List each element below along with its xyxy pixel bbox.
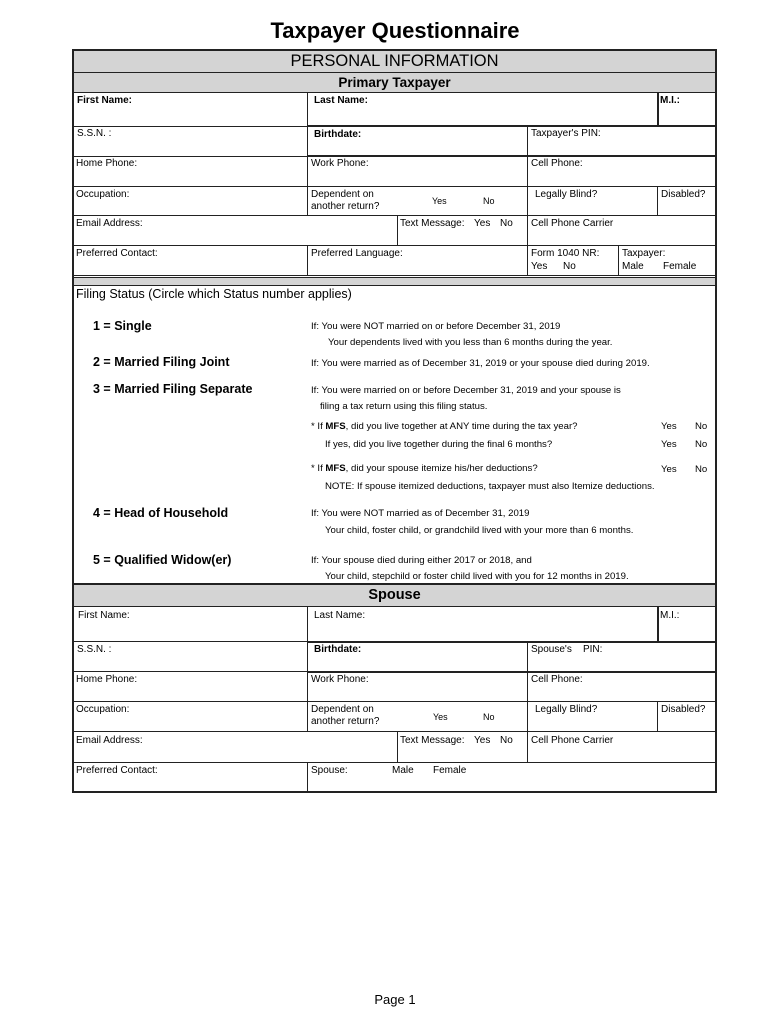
spouse-first-name-label: First Name:: [78, 610, 130, 621]
spouse-dependent-no-option[interactable]: No: [483, 712, 495, 722]
divider: [74, 215, 715, 216]
spouse-disabled-label: Disabled?: [661, 704, 706, 715]
q3-no-option[interactable]: No: [695, 464, 708, 475]
spouse-female-option[interactable]: Female: [433, 765, 467, 776]
spouse-ssn-label: S.S.N. :: [77, 644, 112, 655]
spouse-dependent-yes-option[interactable]: Yes: [433, 712, 448, 722]
filing-status-heading: Filing Status (Circle which Status number applies): [76, 287, 352, 301]
preferred-language-label: Preferred Language:: [311, 248, 403, 259]
divider: [74, 126, 307, 127]
taxpayer-gender-label: Taxpayer:: [622, 248, 666, 259]
spouse-gender-label: Spouse:: [311, 765, 348, 776]
divider: [74, 762, 715, 763]
mfs-itemize-question: * If MFS, did your spouse itemize his/her deductions?: [311, 463, 538, 474]
divider: [527, 641, 528, 762]
q1-no-option[interactable]: No: [695, 421, 708, 432]
spouse-legally-blind-label: Legally Blind?: [535, 704, 598, 715]
divider: [307, 671, 715, 673]
divider: [307, 155, 715, 157]
spouse-occupation-label: Occupation:: [76, 704, 130, 715]
divider: [74, 92, 715, 93]
mfs-final-months-question: If yes, did you live together during the final 6 months?: [325, 439, 553, 450]
divider: [74, 186, 715, 187]
dependent-yes-option[interactable]: Yes: [432, 196, 447, 206]
page-title: Taxpayer Questionnaire: [270, 18, 520, 43]
divider: [618, 245, 619, 275]
dependent-no-option[interactable]: No: [483, 196, 495, 206]
status-single[interactable]: 1 = Single: [93, 319, 152, 333]
divider: [657, 92, 659, 125]
mfs-live-together-question: * If MFS, did you live together at ANY time during the tax year?: [311, 421, 578, 432]
spouse-email-address-label: Email Address:: [76, 735, 143, 746]
spouse-dependent-label-line2: another return?: [311, 716, 380, 727]
divider: [74, 731, 715, 732]
q2-no-option[interactable]: No: [695, 439, 708, 450]
divider: [397, 731, 398, 762]
spouse-male-option[interactable]: Male: [392, 765, 414, 776]
spouse-preferred-contact-label: Preferred Contact:: [76, 765, 158, 776]
spouse-cell-phone-label: Cell Phone:: [531, 674, 583, 685]
first-name-label: First Name:: [77, 95, 133, 106]
status-hoh-condition: If: You were NOT married as of December 31, 2019: [311, 508, 530, 519]
divider: [307, 92, 308, 215]
divider: [527, 126, 528, 275]
last-name-label: Last Name:: [314, 95, 368, 106]
disabled-label: Disabled?: [661, 189, 706, 200]
form-1040nr-label: Form 1040 NR:: [531, 248, 600, 259]
divider: [74, 606, 715, 607]
page-number: Page 1: [374, 992, 416, 1007]
form-1040nr-yes-option[interactable]: Yes: [531, 261, 548, 272]
divider: [74, 156, 307, 157]
divider: [657, 701, 658, 731]
text-message-no-option[interactable]: No: [500, 218, 513, 229]
personal-information-header: PERSONAL INFORMATION: [74, 51, 715, 72]
status-qw-condition: If: Your spouse died during either 2017 or 2018, and: [311, 555, 532, 566]
occupation-label: Occupation:: [76, 189, 130, 200]
divider: [307, 641, 715, 643]
status-single-condition: If: You were NOT married on or before December 31, 2019: [311, 321, 561, 332]
birthdate-label: Birthdate:: [314, 129, 362, 140]
divider: [307, 762, 308, 791]
spouse-cell-phone-carrier-label: Cell Phone Carrier: [531, 735, 614, 746]
spouse-mi-label: M.I.:: [660, 610, 680, 621]
status-head-of-household[interactable]: 4 = Head of Household: [93, 506, 229, 520]
spouse-work-phone-label: Work Phone:: [311, 674, 369, 685]
dependent-label-line1: Dependent on: [311, 189, 374, 200]
text-message-label: Text Message:: [400, 218, 465, 229]
q1-yes-option[interactable]: Yes: [661, 421, 677, 432]
spouse-pin-label: Spouse's PIN:: [531, 644, 603, 655]
spouse-birthdate-label: Birthdate:: [314, 644, 362, 655]
status-mfj-condition: If: You were married as of December 31, 2019 or your spouse died during 2019.: [311, 358, 650, 369]
divider: [74, 671, 307, 672]
taxpayer-female-option[interactable]: Female: [663, 261, 697, 272]
primary-taxpayer-header: Primary Taxpayer: [74, 73, 715, 92]
cell-phone-label: Cell Phone:: [531, 158, 583, 169]
status-hoh-condition: Your child, foster child, or grandchild lived with your more than 6 months.: [325, 525, 634, 536]
q2-yes-option[interactable]: Yes: [661, 439, 677, 450]
status-mfs-condition: filing a tax return using this filing status.: [320, 401, 488, 412]
legally-blind-label: Legally Blind?: [535, 189, 598, 200]
form-1040nr-no-option[interactable]: No: [563, 261, 576, 272]
spouse-text-message-label: Text Message:: [400, 735, 465, 746]
preferred-contact-label: Preferred Contact:: [76, 248, 158, 259]
q3-yes-option[interactable]: Yes: [661, 464, 677, 475]
divider: [74, 701, 715, 702]
taxpayer-pin-label: Taxpayer's PIN:: [531, 128, 601, 139]
spouse-last-name-label: Last Name:: [314, 610, 366, 621]
spouse-header: Spouse: [74, 585, 715, 606]
status-married-filing-joint[interactable]: 2 = Married Filing Joint: [93, 355, 230, 369]
spouse-text-message-yes-option[interactable]: Yes: [474, 735, 491, 746]
text-message-yes-option[interactable]: Yes: [474, 218, 491, 229]
status-single-condition: Your dependents lived with you less than 6 months during the year.: [328, 337, 613, 348]
divider: [657, 606, 659, 641]
home-phone-label: Home Phone:: [76, 158, 138, 169]
divider: [307, 125, 715, 127]
spouse-dependent-label-line1: Dependent on: [311, 704, 374, 715]
divider: [657, 186, 658, 215]
divider: [307, 606, 308, 731]
divider: [74, 641, 307, 642]
divider: [74, 275, 715, 276]
status-mfs-condition: If: You were married on or before December 31, 2019 and your spouse is: [311, 385, 621, 396]
dependent-label-line2: another return?: [311, 201, 380, 212]
ssn-label: S.S.N. :: [77, 128, 112, 139]
spouse-home-phone-label: Home Phone:: [76, 674, 138, 685]
divider: [307, 245, 308, 275]
spouse-text-message-no-option[interactable]: No: [500, 735, 513, 746]
section-separator: [74, 277, 715, 286]
work-phone-label: Work Phone:: [311, 158, 369, 169]
mi-label: M.I.:: [660, 95, 680, 106]
email-address-label: Email Address:: [76, 218, 143, 229]
itemize-note: NOTE: If spouse itemized deductions, taxpayer must also Itemize deductions.: [325, 481, 655, 492]
status-qw-condition: Your child, stepchild or foster child lived with you for 12 months in 2019.: [325, 571, 629, 582]
taxpayer-male-option[interactable]: Male: [622, 261, 644, 272]
divider: [397, 215, 398, 245]
cell-phone-carrier-label: Cell Phone Carrier: [531, 218, 614, 229]
status-married-filing-separate[interactable]: 3 = Married Filing Separate: [93, 382, 253, 396]
status-qualified-widower[interactable]: 5 = Qualified Widow(er): [93, 553, 232, 567]
